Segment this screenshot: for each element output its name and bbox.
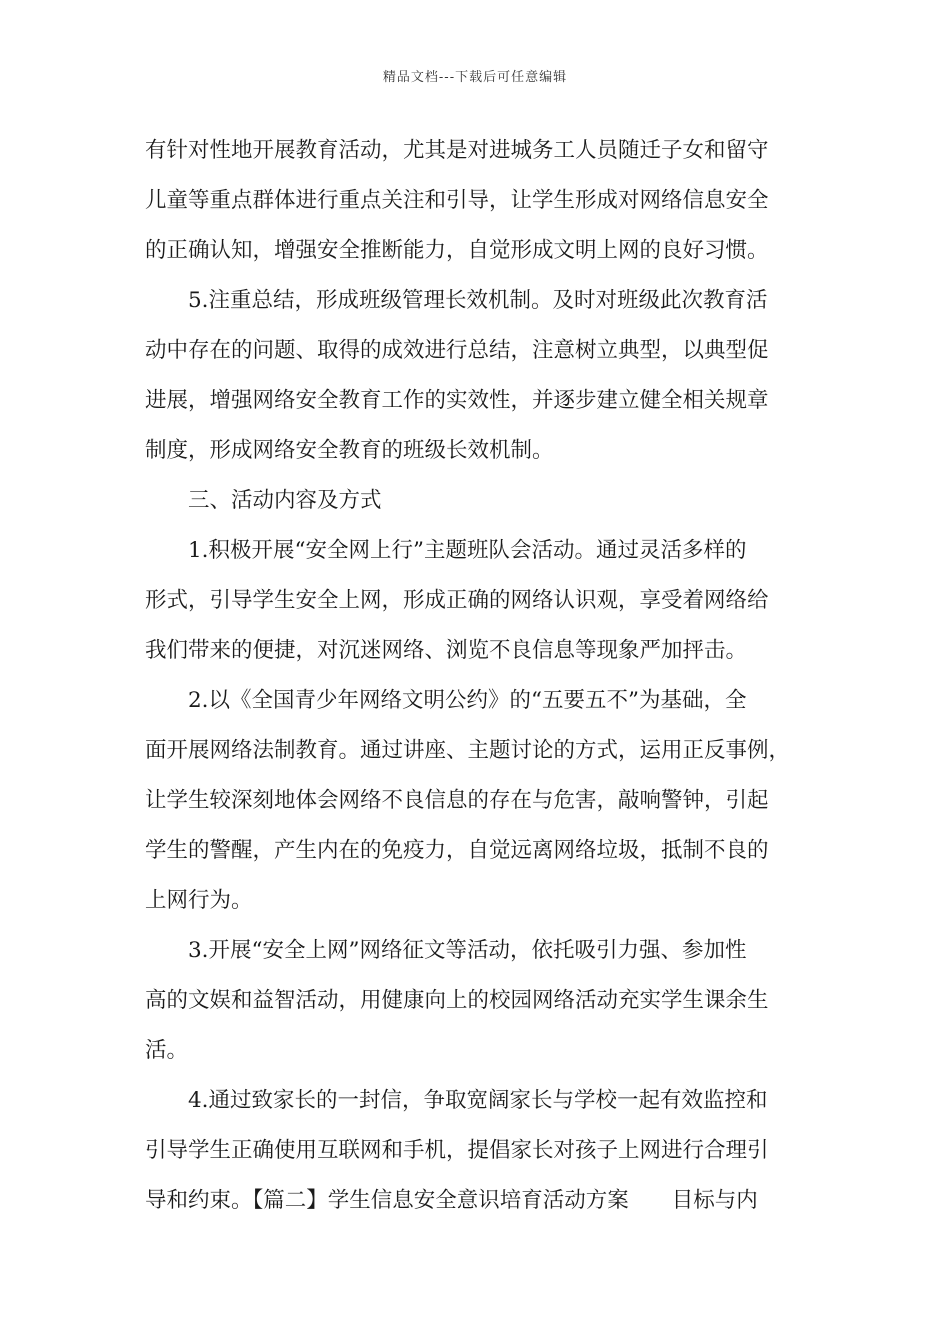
- section-heading: 三、活动内容及方式: [188, 488, 382, 513]
- text-line: 面开展网络法制教育。通过讲座、主题讨论的方式，运用正反事例，: [145, 738, 791, 763]
- text-line: 形式，引导学生安全上网，形成正确的网络认识观，享受着网络给: [145, 588, 769, 613]
- text-line: 进展，增强网络安全教育工作的实效性，并逐步建立健全相关规章: [145, 388, 769, 413]
- text-line: 导和约束。【篇二】学生信息安全意识培育活动方案 目标与内: [145, 1188, 758, 1213]
- paragraph-start-line: 1.积极开展“安全网上行”主题班队会活动。通过灵活多样的: [188, 538, 747, 563]
- text-line: 学生的警醒，产生内在的免疫力，自觉远离网络垃圾，抵制不良的: [145, 838, 769, 863]
- text-line: 引导学生正确使用互联网和手机，提倡家长对孩子上网进行合理引: [145, 1138, 769, 1163]
- paragraph-start-line: 4.通过致家长的一封信，争取宽阔家长与学校一起有效监控和: [188, 1088, 768, 1113]
- text-line: 儿童等重点群体进行重点关注和引导，让学生形成对网络信息安全: [145, 188, 769, 213]
- text-line: 有针对性地开展教育活动，尤其是对进城务工人员随迁子女和留守: [145, 138, 769, 163]
- page-header: 精品文档---下载后可任意编辑: [382, 70, 568, 85]
- paragraph-start-line: 5.注重总结，形成班级管理长效机制。及时对班级此次教育活: [188, 288, 768, 313]
- text-line: 活。: [145, 1038, 189, 1063]
- text-line: 高的文娱和益智活动，用健康向上的校园网络活动充实学生课余生: [145, 988, 769, 1013]
- text-line: 上网行为。: [145, 888, 253, 913]
- text-line: 动中存在的问题、取得的成效进行总结，注意树立典型，以典型促: [145, 338, 769, 363]
- text-line: 制度，形成网络安全教育的班级长效机制。: [145, 438, 554, 463]
- document-body: [145, 126, 810, 1226]
- text-line: 我们带来的便捷，对沉迷网络、浏览不良信息等现象严加抨击。: [145, 638, 748, 663]
- text-line: 的正确认知，增强安全推断能力，自觉形成文明上网的良好习惯。: [145, 238, 769, 263]
- paragraph-start-line: 2.以《全国青少年网络文明公约》的“五要五不”为基础，全: [188, 688, 747, 713]
- paragraph-start-line: 3.开展“安全上网”网络征文等活动，依托吸引力强、参加性: [188, 938, 747, 963]
- text-line: 让学生较深刻地体会网络不良信息的存在与危害，敲响警钟，引起: [145, 788, 769, 813]
